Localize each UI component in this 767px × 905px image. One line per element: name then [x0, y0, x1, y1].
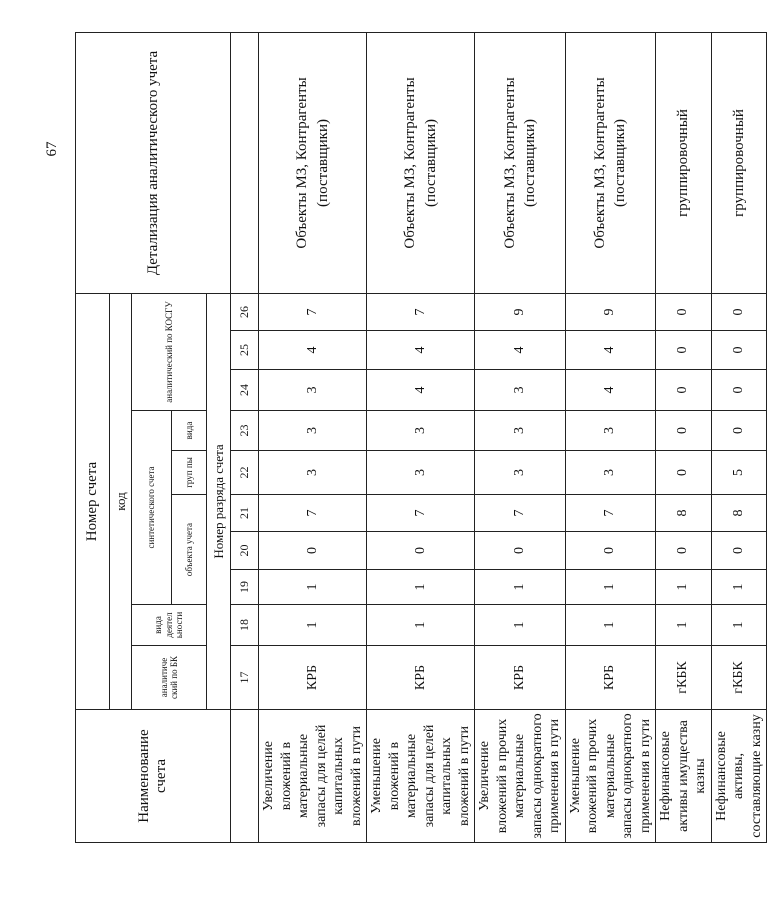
cell-21: 7 — [367, 495, 475, 532]
cell-25: 4 — [259, 331, 367, 370]
row-account-name: Уменьшение вложений в прочих материальные запасы однократного применения в пути — [565, 710, 656, 843]
cell-24: 0 — [656, 370, 712, 411]
header-analytic-kosgu: аналитический по КОСГУ — [132, 293, 207, 410]
digit-20: 20 — [231, 532, 259, 570]
header-account-object: объекта учета — [172, 495, 207, 605]
row-detail: Объекты МЗ, Контрагенты (поставщики) — [367, 32, 475, 293]
cell-18: 1 — [656, 605, 712, 646]
cell-18: 1 — [475, 605, 566, 646]
cell-20: 0 — [259, 532, 367, 570]
row-detail: Объекты МЗ, Контрагенты (поставщики) — [259, 32, 367, 293]
cell-17: гКБК — [711, 646, 767, 710]
table-row — [565, 32, 656, 842]
cell-23: 3 — [565, 411, 656, 451]
cell-21: 7 — [475, 495, 566, 532]
digit-23: 23 — [231, 411, 259, 451]
cell-23: 0 — [711, 411, 767, 451]
digit-22: 22 — [231, 451, 259, 495]
header-analytic-detail: Детализация аналитического учета — [76, 32, 231, 293]
cell-25: 4 — [475, 331, 566, 370]
header-account-number: Номер счета — [76, 293, 110, 709]
cell-19: 1 — [711, 570, 767, 605]
cell-24: 4 — [565, 370, 656, 411]
cell-23: 3 — [475, 411, 566, 451]
row-account-name: Увеличение вложений в прочих материальные запасы однократного применения в пути — [475, 710, 566, 843]
cell-17: КРБ — [367, 646, 475, 710]
cell-18: 1 — [711, 605, 767, 646]
cell-23: 3 — [259, 411, 367, 451]
row-account-name: Нефинансовые активы, составляющие казну — [711, 710, 767, 843]
cell-22: 0 — [656, 451, 712, 495]
cell-24: 0 — [711, 370, 767, 411]
cell-26: 0 — [711, 293, 767, 330]
row-account-name: Увеличение вложений в материальные запасы для целей капитальных вложений в пути — [259, 710, 367, 843]
cell-26: 0 — [656, 293, 712, 330]
digit-19: 19 — [231, 570, 259, 605]
cell-18: 1 — [259, 605, 367, 646]
cell-25: 0 — [711, 331, 767, 370]
cell-26: 7 — [259, 293, 367, 330]
cell-24: 3 — [475, 370, 566, 411]
page-number: 67 — [44, 141, 60, 157]
cell-26: 7 — [367, 293, 475, 330]
row-detail: группировочный — [656, 32, 712, 293]
cell-21: 8 — [711, 495, 767, 532]
table-frame — [75, 33, 764, 843]
header-account-name: Наименование счета — [76, 710, 231, 843]
cell-17: КРБ — [259, 646, 367, 710]
header-activity-type: вида деятел ьности — [132, 605, 207, 646]
digit-18: 18 — [231, 605, 259, 646]
cell-26: 9 — [565, 293, 656, 330]
rotated-table-container — [75, 33, 764, 843]
cell-18: 1 — [565, 605, 656, 646]
digit-24: 24 — [231, 370, 259, 411]
cell-22: 3 — [259, 451, 367, 495]
row-detail: Объекты МЗ, Контрагенты (поставщики) — [475, 32, 566, 293]
header-group: груп пы — [172, 451, 207, 495]
row-detail: Объекты МЗ, Контрагенты (поставщики) — [565, 32, 656, 293]
header-synthetic-account: синтетического счета — [132, 411, 172, 605]
cell-21: 7 — [259, 495, 367, 532]
cell-20: 0 — [656, 532, 712, 570]
cell-19: 1 — [656, 570, 712, 605]
cell-23: 3 — [367, 411, 475, 451]
cell-20: 0 — [565, 532, 656, 570]
cell-22: 5 — [711, 451, 767, 495]
digit-21: 21 — [231, 495, 259, 532]
cell-19: 1 — [259, 570, 367, 605]
digit-blank-left — [231, 710, 259, 843]
table-row — [656, 32, 712, 842]
cell-22: 3 — [565, 451, 656, 495]
table-row — [475, 32, 566, 842]
digit-blank-right — [231, 32, 259, 293]
cell-24: 3 — [259, 370, 367, 411]
digit-25: 25 — [231, 331, 259, 370]
digit-26: 26 — [231, 293, 259, 330]
row-account-name: Нефинансовые активы имущества казны — [656, 710, 712, 843]
cell-18: 1 — [367, 605, 475, 646]
cell-20: 0 — [711, 532, 767, 570]
digit-17: 17 — [231, 646, 259, 710]
cell-19: 1 — [565, 570, 656, 605]
cell-17: КРБ — [475, 646, 566, 710]
cell-19: 1 — [475, 570, 566, 605]
header-code: код — [110, 293, 132, 709]
header-type: вида — [172, 411, 207, 451]
table-row — [711, 32, 767, 842]
header-digit-number: Номер разряда счета — [207, 293, 231, 709]
cell-25: 4 — [367, 331, 475, 370]
header-analytic-bk: аналитиче ский по БК — [132, 646, 207, 710]
cell-22: 3 — [367, 451, 475, 495]
cell-20: 0 — [475, 532, 566, 570]
cell-21: 7 — [565, 495, 656, 532]
cell-24: 4 — [367, 370, 475, 411]
cell-26: 9 — [475, 293, 566, 330]
table-row — [367, 32, 475, 842]
row-detail: группировочный — [711, 32, 767, 293]
cell-23: 0 — [656, 411, 712, 451]
cell-22: 3 — [475, 451, 566, 495]
cell-20: 0 — [367, 532, 475, 570]
cell-21: 8 — [656, 495, 712, 532]
cell-17: КРБ — [565, 646, 656, 710]
table-row — [259, 32, 367, 842]
cell-25: 4 — [565, 331, 656, 370]
cell-25: 0 — [656, 331, 712, 370]
account-table — [75, 32, 767, 843]
cell-17: гКБК — [656, 646, 712, 710]
row-account-name: Уменьшение вложений в материальные запасы для целей капитальных вложений в пути — [367, 710, 475, 843]
cell-19: 1 — [367, 570, 475, 605]
